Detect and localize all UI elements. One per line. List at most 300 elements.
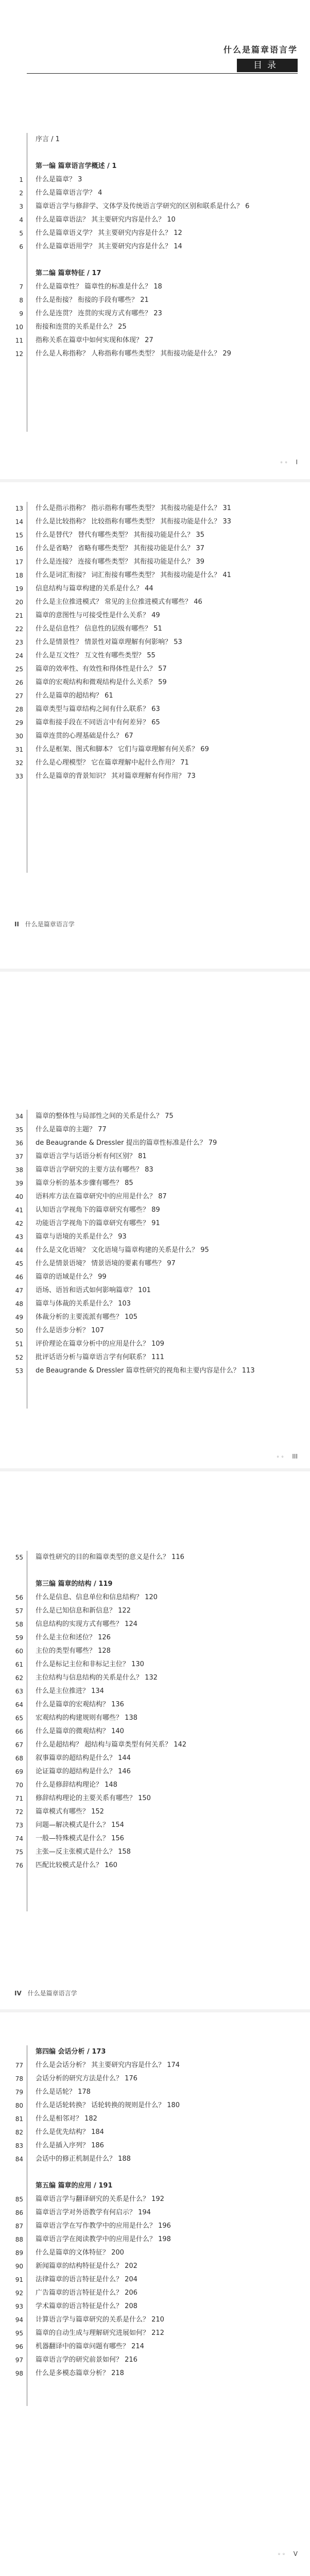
toc-entry-number: 87 xyxy=(15,2223,23,2230)
toc-entry xyxy=(15,1364,298,1378)
toc-entry xyxy=(15,1819,298,1832)
toc-entry-number: 33 xyxy=(15,773,23,780)
toc-entry xyxy=(15,1297,298,1311)
toc-entry-title: 什么是人称指称？ 人称指称有哪些类型？ 其衔接功能是什么？ 29 xyxy=(36,350,231,358)
toc-entry-title: 匹配比较模式是什么？ 160 xyxy=(36,1861,117,1869)
toc-entry-title: 篇章与体裁的关系是什么？ 103 xyxy=(36,1300,131,1308)
toc-entry-number: 14 xyxy=(15,518,23,526)
toc-entry xyxy=(15,555,298,569)
toc-entry-title: 什么是省略？ 省略有哪些类型？ 其衔接功能是什么？ 37 xyxy=(36,545,204,552)
toc-entry-title: 篇章语言学的研究前景如何？ 216 xyxy=(36,2356,137,2364)
toc-entry-number: 73 xyxy=(15,1822,23,1829)
toc-entry xyxy=(15,1591,298,1604)
toc-entry-number: 48 xyxy=(15,1300,23,1308)
toc-entry-title: 体裁分析的主要流派有哪些？ 105 xyxy=(36,1313,137,1321)
toc-entry xyxy=(15,569,298,582)
page-number: II xyxy=(14,921,19,928)
contents-label: 目录 xyxy=(237,59,298,72)
toc-entry-title: 法律篇章的语言特征是什么？ 204 xyxy=(36,2276,137,2283)
toc-entry-title: 什么是框架、图式和脚本？ 它们与篇章理解有何关系？ 69 xyxy=(36,745,209,753)
toc-entry-title: 篇章的整体性与局部性之间的关系是什么？ 75 xyxy=(36,1112,174,1120)
toc-entry-title: 篇章的效率性、有效性和得体性是什么？ 57 xyxy=(36,665,167,673)
toc-entry xyxy=(15,1150,298,1163)
toc-entry xyxy=(15,1337,298,1351)
toc-entry-title: 篇章语言学研究的主要方法有哪些？ 83 xyxy=(36,1166,153,1174)
toc-entry xyxy=(15,320,298,334)
toc-entry xyxy=(15,2233,298,2246)
toc-entry-number: 49 xyxy=(15,1314,23,1321)
toc-page-3 xyxy=(0,974,310,1468)
toc-section-heading xyxy=(27,267,298,280)
toc-entry-title: 第三编 篇章的结构 / 119 xyxy=(36,1580,113,1588)
toc-entry-number: 82 xyxy=(15,2129,23,2136)
toc-entry xyxy=(15,622,298,636)
toc-entry xyxy=(15,1765,298,1778)
toc-entry xyxy=(15,1738,298,1752)
toc-list-page-3 xyxy=(15,1110,298,1409)
toc-entry-number: 4 xyxy=(19,216,23,224)
toc-entry-number: 97 xyxy=(15,2357,23,2364)
toc-page-4 xyxy=(0,1473,310,2009)
toc-entry-title: 什么是话轮转换？ 话轮转换的规则是什么？ 180 xyxy=(36,2102,180,2109)
toc-entry-title: 问题—解决模式是什么？ 154 xyxy=(36,1821,124,1829)
toc-list-page-2 xyxy=(15,502,298,873)
toc-entry xyxy=(15,2367,298,2380)
toc-entry-title: 什么是会话分析？ 其主要研究内容是什么？ 174 xyxy=(36,2061,180,2069)
toc-entry xyxy=(15,2246,298,2260)
toc-entry-title: 篇章与语境的关系是什么？ 93 xyxy=(36,1233,127,1241)
toc-entry-title: de Beaugrande & Dressler 篇章性研究的视角和主要内容是什么？ 113 xyxy=(36,1367,255,1375)
toc-entry xyxy=(15,2193,298,2206)
toc-entry-number: 42 xyxy=(15,1220,23,1227)
page-divider xyxy=(0,969,310,972)
toc-entry-title: 新闻篇章的结构特征是什么？ 202 xyxy=(36,2262,137,2270)
toc-entry xyxy=(15,582,298,596)
toc-entry-title: 什么是心理模型？ 它在篇章理解中起什么作用？ 71 xyxy=(36,759,189,767)
toc-entry xyxy=(19,213,298,227)
toc-entry xyxy=(15,2153,298,2166)
toc-entry-title: 什么是篇章语义学？ 其主要研究内容是什么？ 12 xyxy=(36,229,182,237)
toc-entry-number: 92 xyxy=(15,2290,23,2297)
toc-entry-title: 什么是篇章语言学？ 4 xyxy=(36,189,102,197)
toc-entry-title: 主位结构与信息结构的关系是什么？ 132 xyxy=(36,1674,158,1682)
toc-entry-number: 90 xyxy=(15,2263,23,2270)
toc-entry-number: 34 xyxy=(15,1113,23,1120)
toc-entry xyxy=(15,347,298,361)
toc-entry-title: 什么是标记主位和非标记主位？ 130 xyxy=(36,1660,144,1668)
toc-entry xyxy=(15,1671,298,1685)
toc-entry-title: 叙事篇章的超结构是什么？ 144 xyxy=(36,1754,131,1762)
toc-entry-number: 61 xyxy=(15,1661,23,1668)
toc-entry-number: 66 xyxy=(15,1728,23,1735)
toc-entry-title: 信息结构的实现方式有哪些？ 124 xyxy=(36,1620,137,1628)
toc-entry-number: 30 xyxy=(15,733,23,740)
toc-entry-number: 86 xyxy=(15,2209,23,2216)
page-number: I xyxy=(296,459,298,466)
toc-entry-number: 26 xyxy=(15,679,23,686)
toc-entry-title: 篇章连贯的心理基础是什么？ 67 xyxy=(36,732,133,740)
toc-entry xyxy=(15,1792,298,1805)
toc-entry xyxy=(15,2286,298,2300)
toc-entry-number: 52 xyxy=(15,1354,23,1361)
toc-entry xyxy=(15,1270,298,1284)
toc-entry-title: 什么是话轮？ 178 xyxy=(36,2088,91,2096)
toc-entry-number: 91 xyxy=(15,2276,23,2283)
page-number: V xyxy=(293,2550,298,2557)
toc-entry xyxy=(15,676,298,689)
toc-entry xyxy=(15,1752,298,1765)
toc-entry-title: 什么是篇章的背景知识？ 其对篇章理解有何作用？ 73 xyxy=(36,772,196,780)
toc-entry-title: 衔接和连贯的关系是什么？ 25 xyxy=(36,323,127,331)
toc-entry-number: 43 xyxy=(15,1233,23,1241)
toc-entry-number: 37 xyxy=(15,1153,23,1160)
toc-entry-title: 什么是情景性？ 情景性对篇章理解有何影响？ 53 xyxy=(36,638,182,646)
toc-entry-number: 70 xyxy=(15,1782,23,1789)
toc-entry-title: 什么是替代？ 替代有哪些类型？ 其衔接功能是什么？ 35 xyxy=(36,531,204,539)
toc-entry-title: 语料库方法在篇章研究中的应用是什么？ 87 xyxy=(36,1193,167,1200)
toc-entry-number: 58 xyxy=(15,1621,23,1628)
toc-entry xyxy=(15,1123,298,1137)
toc-entry xyxy=(15,609,298,622)
toc-entry-title: 第五编 篇章的应用 / 191 xyxy=(36,2182,113,2190)
toc-entry-number: 2 xyxy=(19,190,23,197)
toc-entry-title: 主张—反主张模式是什么？ 158 xyxy=(36,1848,131,1856)
toc-entry-title: 广告篇章的语言特征是什么？ 206 xyxy=(36,2289,137,2297)
toc-entry-title: 信息结构与篇章构建的关系是什么？ 44 xyxy=(36,585,153,592)
toc-entry-title: 篇章语言学与修辞学、文体学及传统语言学研究的区别和联系是什么？ 6 xyxy=(36,202,250,210)
toc-entry-number: 22 xyxy=(15,625,23,633)
toc-entry xyxy=(15,1658,298,1671)
toc-entry xyxy=(19,200,298,213)
toc-entry-number: 93 xyxy=(15,2303,23,2310)
toc-entry xyxy=(15,1832,298,1845)
toc-entry xyxy=(15,1257,298,1270)
toc-entry-title: 语场、语旨和语式如何影响篇章？ 101 xyxy=(36,1286,151,1294)
toc-entry-title: 认知语言学视角下的篇章研究有哪些？ 89 xyxy=(36,1206,160,1214)
toc-entry-number: 50 xyxy=(15,1327,23,1334)
toc-entry-title: 什么是语步分析？ 107 xyxy=(36,1327,104,1334)
toc-entry-number: 32 xyxy=(15,759,23,767)
toc-entry-number: 9 xyxy=(19,310,23,317)
toc-entry-number: 25 xyxy=(15,666,23,673)
toc-entry-title: 什么是优先结构？ 184 xyxy=(36,2128,104,2136)
toc-entry xyxy=(19,294,298,307)
toc-list-page-1 xyxy=(15,133,298,432)
toc-entry-number: 51 xyxy=(15,1341,23,1348)
toc-entry xyxy=(15,2126,298,2139)
toc-entry-number: 55 xyxy=(15,1554,23,1561)
toc-entry-number: 76 xyxy=(15,1862,23,1869)
toc-entry-title: 论证篇章的超结构是什么？ 146 xyxy=(36,1768,131,1775)
toc-entry xyxy=(15,2219,298,2233)
toc-entry-title: 什么是篇章语法？ 其主要研究内容是什么？ 10 xyxy=(36,216,176,224)
toc-entry-number: 15 xyxy=(15,532,23,539)
toc-entry xyxy=(15,1230,298,1244)
toc-entry xyxy=(15,542,298,555)
toc-entry-title: 篇章的宏观结构和微观结构是什么关系？ 59 xyxy=(36,679,167,686)
toc-entry-number: 96 xyxy=(15,2343,23,2350)
toc-entry-number: 21 xyxy=(15,612,23,619)
toc-entry-number: 89 xyxy=(15,2249,23,2257)
toc-entry-title: 什么是篇章性？ 篇章性的标准是什么？ 18 xyxy=(36,283,162,291)
toc-entry xyxy=(15,1324,298,1337)
toc-entry xyxy=(15,1645,298,1658)
toc-entry-title: 序言 / 1 xyxy=(36,135,60,143)
toc-section-heading xyxy=(27,1578,298,1591)
toc-entry xyxy=(15,1137,298,1150)
running-title: 什么是篇章语言学 xyxy=(25,921,75,928)
toc-entry-title: 篇章类型与篇章结构之间有什么联系？ 63 xyxy=(36,705,160,713)
toc-entry xyxy=(19,240,298,253)
toc-entry xyxy=(15,1859,298,1872)
toc-entry-number: 19 xyxy=(15,585,23,592)
toc-entry-title: 篇章语言学对外语教学有何启示？ 194 xyxy=(36,2209,151,2216)
toc-entry-number: 84 xyxy=(15,2156,23,2163)
toc-entry-number: 40 xyxy=(15,1193,23,1200)
dots-icon: ◦ ◦ xyxy=(280,460,288,466)
page-footer xyxy=(280,459,298,466)
toc-entry-number: 65 xyxy=(15,1715,23,1722)
toc-entry-number: 16 xyxy=(15,545,23,552)
toc-entry-title: 篇章衔接手段在不同语言中有何差异？ 65 xyxy=(36,719,160,726)
toc-entry-title: 批评话语分析与篇章语言学有何联系？ 111 xyxy=(36,1353,164,1361)
toc-entry-title: 什么是篇章的超结构？ 61 xyxy=(36,692,113,700)
toc-entry-title: 篇章语言学与翻译研究的关系是什么？ 192 xyxy=(36,2195,164,2203)
toc-entry xyxy=(15,2206,298,2219)
toc-entry xyxy=(15,1110,298,1123)
toc-entry-number: 56 xyxy=(15,1594,23,1601)
toc-entry xyxy=(15,2059,298,2072)
toc-entry xyxy=(19,173,298,187)
toc-entry xyxy=(15,2300,298,2313)
toc-entry-number: 38 xyxy=(15,1166,23,1174)
toc-entry xyxy=(15,2086,298,2099)
toc-entry-title: 学术篇章的语言特征是什么？ 208 xyxy=(36,2302,137,2310)
toc-entry xyxy=(27,253,298,267)
toc-entry-title: 篇章语言学在写作教学中的应用是什么？ 196 xyxy=(36,2222,171,2230)
toc-entry-title: 什么是篇章的宏观结构？ 136 xyxy=(36,1701,124,1708)
toc-entry xyxy=(15,1244,298,1257)
toc-entry-number: 57 xyxy=(15,1607,23,1615)
toc-entry xyxy=(15,596,298,609)
toc-entry xyxy=(15,1845,298,1859)
toc-entry-number: 31 xyxy=(15,746,23,753)
toc-entry-title: 计算语言学与篇章研究的关系是什么？ 210 xyxy=(36,2316,164,2324)
page-number: IV xyxy=(14,1990,22,1997)
page-number: III xyxy=(292,1453,298,1460)
toc-entry xyxy=(15,2327,298,2340)
toc-entry xyxy=(15,2353,298,2367)
page-divider xyxy=(0,479,310,482)
toc-entry-number: 3 xyxy=(19,203,23,210)
toc-entry-number: 29 xyxy=(15,719,23,726)
toc-entry-number: 11 xyxy=(15,337,23,344)
toc-entry-title: 篇章的自动生成与理解研究进展如何？ 212 xyxy=(36,2329,164,2337)
toc-entry-title: 什么是主位推进？ 134 xyxy=(36,1687,104,1695)
toc-entry-number: 12 xyxy=(15,350,23,358)
toc-entry-title: 什么是主位和述位？ 126 xyxy=(36,1634,111,1641)
toc-entry-number: 80 xyxy=(15,2102,23,2109)
toc-entry xyxy=(15,1217,298,1230)
toc-entry xyxy=(15,663,298,676)
toc-entry xyxy=(15,730,298,743)
toc-entry-number: 88 xyxy=(15,2236,23,2243)
toc-entry xyxy=(15,716,298,730)
toc-entry-title: 什么是篇章的主题？ 77 xyxy=(36,1126,107,1133)
toc-entry xyxy=(27,146,298,160)
toc-entry xyxy=(15,1284,298,1297)
toc-entry-number: 46 xyxy=(15,1274,23,1281)
toc-entry-title: 什么是文化语境？ 文化语境与篇章构建的关系是什么？ 95 xyxy=(36,1246,209,1254)
toc-entry-number: 1 xyxy=(19,176,23,183)
toc-entry xyxy=(15,2313,298,2327)
toc-entry-title: 什么是篇章的文体特征？ 200 xyxy=(36,2249,124,2257)
toc-entry-number: 79 xyxy=(15,2089,23,2096)
toc-entry-number: 18 xyxy=(15,572,23,579)
toc-entry-number: 53 xyxy=(15,1367,23,1375)
toc-entry xyxy=(15,1177,298,1190)
toc-entry-number: 35 xyxy=(15,1126,23,1133)
toc-entry-number: 45 xyxy=(15,1260,23,1267)
toc-entry-title: 第二编 篇章特征 / 17 xyxy=(36,269,101,277)
toc-entry-number: 27 xyxy=(15,692,23,700)
page-footer xyxy=(277,1453,298,1460)
toc-entry xyxy=(15,334,298,347)
toc-entry-number: 74 xyxy=(15,1835,23,1842)
toc-entry xyxy=(15,1725,298,1738)
toc-entry-title: 什么是信息性？ 信息性的层级有哪些？ 51 xyxy=(36,625,162,633)
toc-entry-number: 20 xyxy=(15,599,23,606)
dots-icon: ◦ ◦ xyxy=(277,2552,285,2557)
toc-entry-title: 会话中的修正机制是什么？ 188 xyxy=(36,2155,131,2163)
toc-entry-title: 会话分析的研究方法是什么？ 176 xyxy=(36,2075,137,2082)
toc-entry-number: 64 xyxy=(15,1701,23,1708)
toc-entry-title: 指称关系在篇章中如何实现和体现？ 27 xyxy=(36,336,153,344)
toc-entry-number: 10 xyxy=(15,324,23,331)
toc-entry xyxy=(15,770,298,783)
toc-entry-title: 宏观结构的构建规则有哪些？ 138 xyxy=(36,1714,137,1722)
toc-section-heading xyxy=(27,160,298,173)
toc-entry xyxy=(15,2112,298,2126)
toc-entry-number: 60 xyxy=(15,1648,23,1655)
toc-entry-number: 67 xyxy=(15,1741,23,1749)
toc-page-1 xyxy=(0,0,310,479)
toc-entry-title: 什么是篇章？ 3 xyxy=(36,176,82,183)
toc-entry-title: 什么是超结构？ 超结构与篇章类型有何关系？ 142 xyxy=(36,1741,187,1749)
toc-entry xyxy=(15,1190,298,1204)
toc-section-heading xyxy=(27,2179,298,2193)
toc-entry xyxy=(15,1631,298,1645)
toc-entry xyxy=(27,2166,298,2179)
toc-entry-title: de Beaugrande & Dressler 提出的篇章性标准是什么？ 79 xyxy=(36,1139,217,1147)
toc-entry-title: 什么是篇章的微观结构？ 140 xyxy=(36,1727,124,1735)
page-divider xyxy=(0,1468,310,1471)
toc-entry-number: 94 xyxy=(15,2316,23,2324)
running-title: 什么是篇章语言学 xyxy=(27,1990,77,1997)
toc-entry-title: 什么是插入序列？ 186 xyxy=(36,2142,104,2149)
toc-entry-number: 59 xyxy=(15,1634,23,1641)
toc-entry-number: 75 xyxy=(15,1849,23,1856)
toc-entry-number: 8 xyxy=(19,297,23,304)
toc-entry-number: 68 xyxy=(15,1755,23,1762)
toc-entry xyxy=(15,1711,298,1725)
toc-entry-number: 17 xyxy=(15,558,23,566)
toc-page-5 xyxy=(0,2014,310,2576)
toc-entry xyxy=(19,227,298,240)
toc-entry xyxy=(15,2260,298,2273)
toc-entry xyxy=(15,529,298,542)
toc-entry-title: 功能语言学视角下的篇章研究有哪些？ 91 xyxy=(36,1219,160,1227)
toc-list-page-5 xyxy=(15,2045,298,2406)
toc-entry-title: 什么是情景语境？ 情景语境的要素有哪些？ 97 xyxy=(36,1260,176,1267)
toc-entry-title: 篇章的语域是什么？ 99 xyxy=(36,1273,107,1281)
toc-entry-number: 62 xyxy=(15,1674,23,1682)
toc-entry xyxy=(15,502,298,515)
toc-entry-title: 什么是信息、信息单位和信息结构？ 120 xyxy=(36,1594,158,1601)
toc-entry-title: 什么是衔接？ 衔接的手段有哪些？ 21 xyxy=(36,296,149,304)
toc-entry-title: 什么是比较指称？ 比较指称有哪些类型？ 其衔接功能是什么？ 33 xyxy=(36,518,231,526)
toc-entry xyxy=(19,187,298,200)
toc-entry-number: 72 xyxy=(15,1808,23,1816)
toc-entry-title: 篇章的意图性与可接受性是什么关系？ 49 xyxy=(36,612,160,619)
toc-entry-title: 主位的类型有哪些？ 128 xyxy=(36,1647,111,1655)
toc-entry xyxy=(15,1163,298,1177)
toc-entry-title: 什么是互文性？ 互文性有哪些类型？ 55 xyxy=(36,652,156,659)
toc-entry-number: 98 xyxy=(15,2370,23,2377)
toc-entry-number: 6 xyxy=(19,243,23,250)
toc-entry xyxy=(15,756,298,770)
toc-entry xyxy=(15,689,298,703)
toc-entry xyxy=(15,743,298,756)
page-footer xyxy=(14,920,75,928)
toc-entry-title: 什么是主位推进模式？ 常见的主位推进模式有哪些？ 46 xyxy=(36,598,202,606)
toc-entry-title: 什么是多模态篇章分析？ 218 xyxy=(36,2369,124,2377)
page-footer xyxy=(14,1989,77,1997)
toc-entry xyxy=(15,1351,298,1364)
toc-entry xyxy=(15,2340,298,2353)
toc-entry xyxy=(15,1685,298,1698)
toc-entry-title: 篇章语言学与话语分析有何区别？ 81 xyxy=(36,1153,147,1160)
toc-list-page-4 xyxy=(15,1551,298,1911)
toc-entry-title: 什么是指示指称？ 指示指称有哪些类型？ 其衔接功能是什么？ 31 xyxy=(36,504,231,512)
toc-section-heading xyxy=(27,2045,298,2059)
toc-entry-number: 83 xyxy=(15,2142,23,2149)
toc-entry xyxy=(19,280,298,294)
page-footer xyxy=(278,2550,298,2557)
toc-entry-number: 7 xyxy=(19,283,23,291)
toc-page-2 xyxy=(0,484,310,969)
toc-entry-title: 篇章模式有哪些？ 152 xyxy=(36,1808,104,1816)
toc-entry xyxy=(15,649,298,663)
toc-entry-number: 44 xyxy=(15,1247,23,1254)
toc-entry-number: 78 xyxy=(15,2075,23,2082)
toc-entry-number: 85 xyxy=(15,2196,23,2203)
book-title: 什么是篇章语言学 xyxy=(223,45,298,55)
toc-entry xyxy=(15,2273,298,2286)
toc-entry-number: 13 xyxy=(15,505,23,512)
toc-entry-number: 24 xyxy=(15,652,23,659)
dots-icon: ◦ ◦ xyxy=(276,1454,284,1460)
toc-entry-number: 47 xyxy=(15,1287,23,1294)
toc-entry-number: 36 xyxy=(15,1140,23,1147)
toc-entry xyxy=(15,1551,298,1564)
toc-entry-title: 机器翻译中的篇章问题有哪些？ 214 xyxy=(36,2343,144,2350)
toc-entry xyxy=(15,1805,298,1819)
toc-entry-number: 41 xyxy=(15,1207,23,1214)
toc-entry-title: 什么是连接？ 连接有哪些类型？ 其衔接功能是什么？ 39 xyxy=(36,558,204,566)
toc-entry xyxy=(27,133,298,146)
page-divider xyxy=(0,2009,310,2012)
